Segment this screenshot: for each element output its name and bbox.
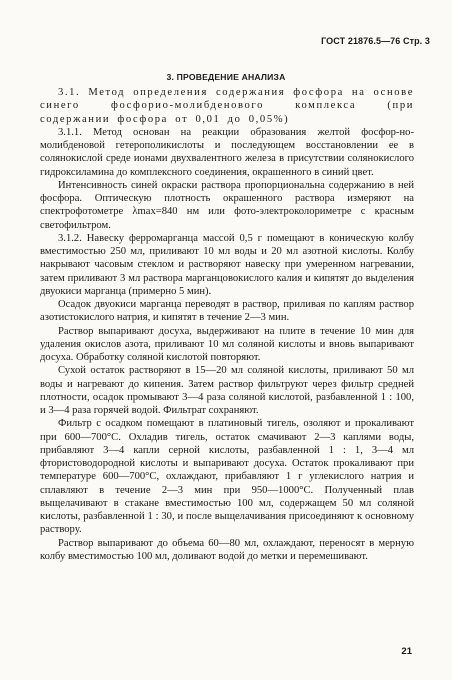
- paragraph-3-1-2: 3.1.2. Навеску ферромарганца массой 0,5 г помещают в коническую колбу вместимостью 250 мл, приливают 10 мл воды и 20 мл азотной кислоты. Колбу накрывают часовым стеклом и растворяют навеску при умеренном нагревании, затем приливают 3 мл раствора марганцовокислого калия и кипятят до выделения двуокиси марганца (примерно 5 мин).: [40, 232, 414, 297]
- body-text: [40, 86, 414, 563]
- paragraph-final: Раствор выпаривают до объема 60—80 мл, охлаждают, переносят в мерную колбу вместимостью 100 мл, доливают водой до метки и перемешивают.: [40, 537, 414, 562]
- paragraph-evaporation: Раствор выпаривают досуха, выдерживают на плите в течение 10 мин для удаления окислов азота, приливают 10 мл соляной кислоты и вновь выпаривают досуха. Обработку соляной кислотой повторяют.: [40, 325, 414, 363]
- section-title: 3. ПРОВЕДЕНИЕ АНАЛИЗА: [166, 72, 286, 82]
- page-number: 21: [401, 646, 412, 657]
- paragraph-precipitate: Осадок двуокиси марганца переводят в раствор, приливая по каплям раствор азотистокислого натрия, и кипятят в течение 2—3 мин.: [40, 299, 414, 324]
- paragraph-dry-residue: Сухой остаток растворяют в 15—20 мл соляной кислоты, приливают 50 мл воды и нагревают до кипения. Затем раствор фильтруют через фильтр средней плотности, осадок промывают 3—4 раза соляной кислотой, разбавленной 1 : 100, и 3—4 раза горячей водой. Фильтрат сохраняют.: [40, 365, 414, 416]
- paragraph-3-1-heading: 3.1. Метод определения содержания фосфора на основе синего фосфорио-молибденового комплекса (при содержании фосфора от 0,01 до 0,05%): [40, 87, 414, 125]
- paragraph-filter: Фильтр с осадком помещают в платиновый тигель, озоляют и прокаливают при 600—700°С. Охладив тигель, остаток смачивают 2—3 каплями воды, прибавляют 3—4 капли серной кислоты, разбавленной 1 : 1, 3—4 мл фтористоводородной кислоты и выпаривают досуха. Остаток прокаливают при температуре 600—700°С, охлаждают, прибавляют 1 г углекислого натрия и сплавляют в течение 2—3 мин при 950—1000°С. Полученный плав выщелачивают в стакане вместимостью 100 мл, содержащем 50 мл соляной кислоты, разбавленной 1 : 30, и после выщелачивания присоединяют к основному раствору.: [40, 418, 414, 536]
- page-header: ГОСТ 21876.5—76 Стр. 3: [321, 36, 430, 46]
- paragraph-3-1-1: 3.1.1. Метод основан на реакции образования желтой фосфор-но-молибденовой гетерополикислоты и последующем восстановлении ее в солянокислой среде ионами двухвалентного железа в присутствии солянокислого гидроксиламина до комплексного соединения, окрашенного в синий цвет.: [40, 126, 414, 178]
- paragraph-intensity: Интенсивность синей окраски раствора пропорциональна содержанию в ней фосфора. Оптическую плотность окрашенного раствора измеряют на спектрофотометре λmax=840 нм или фото-электроколориметре с красным светофильтром.: [40, 179, 414, 231]
